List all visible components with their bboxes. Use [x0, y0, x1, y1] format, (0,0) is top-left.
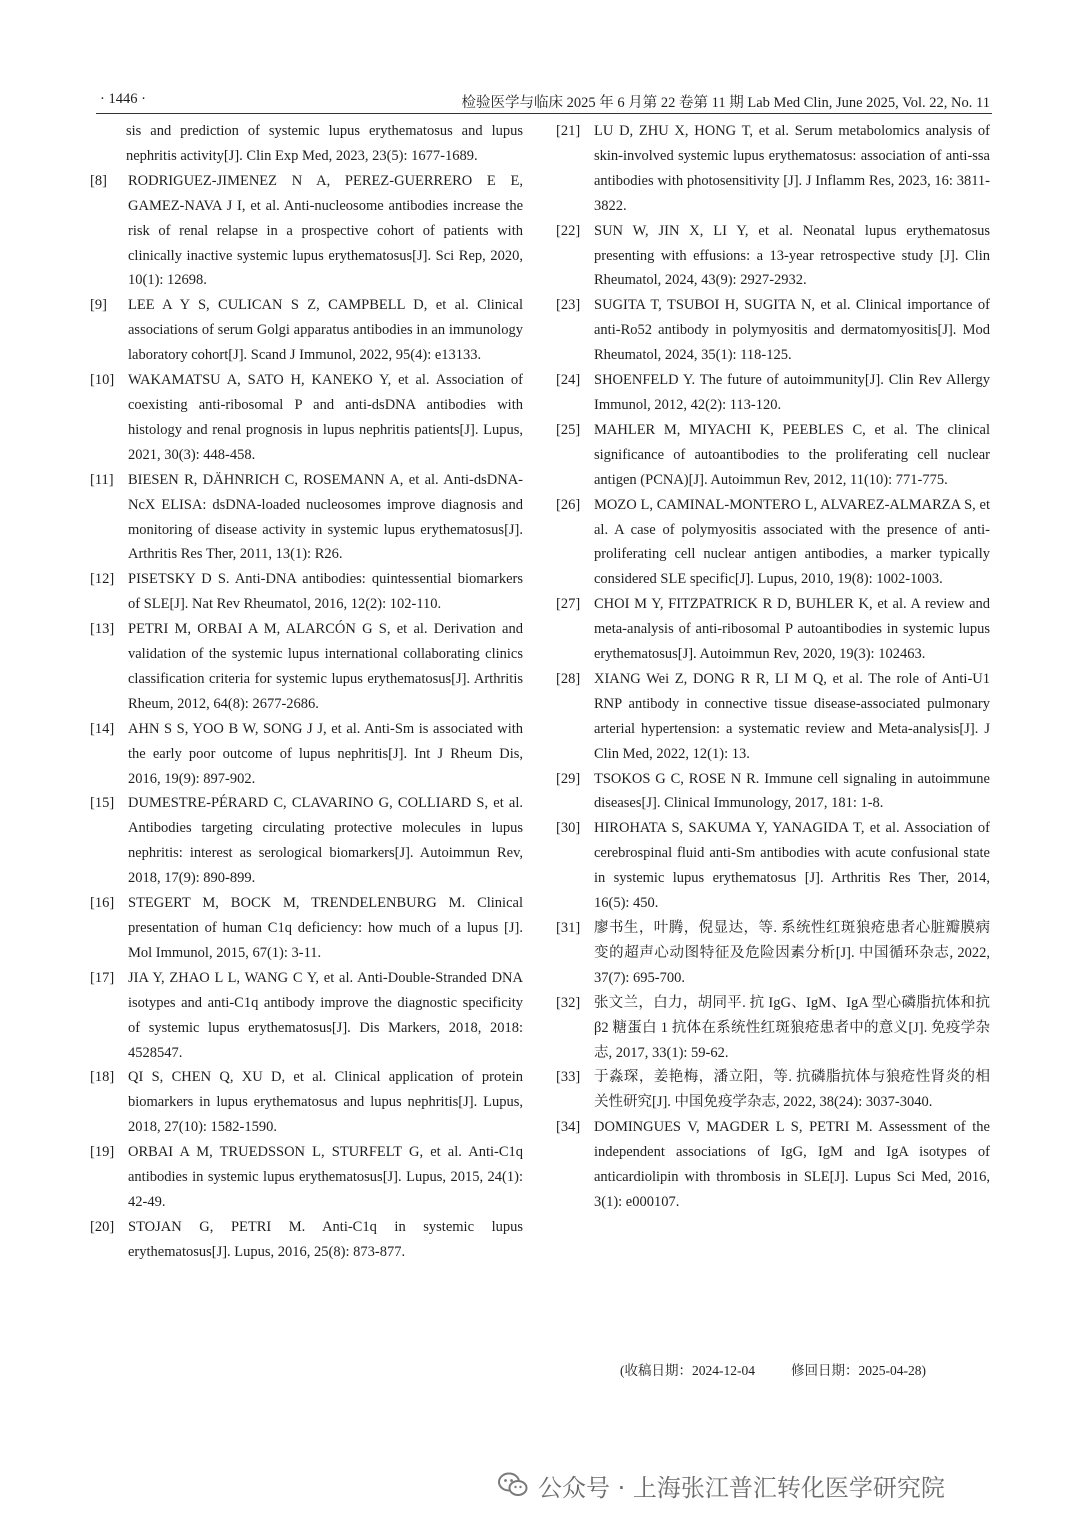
reference-number: [26]	[556, 496, 581, 513]
reference-number: [14]	[90, 720, 115, 737]
reference-number: [34]	[556, 1119, 581, 1136]
reference-number: [21]	[556, 123, 581, 139]
reference-number: [9]	[90, 297, 107, 314]
reference-text: SUN W, JIN X, LI Y, et al. Neonatal lupus erythematosus presenting with effusions: a 13-year retrospective study [J]. Clin Rheumatol, 2024, 43(9): 2927-2932.	[594, 222, 990, 289]
reference-column-left	[90, 119, 523, 1265]
reference-entry	[90, 468, 523, 568]
reference-entry	[90, 617, 523, 717]
reference-text: XIANG Wei Z, DONG R R, LI M Q, et al. The role of Anti-U1 RNP antibody in connective tissue disease-associated pulmonary arterial hypertension: a systematic review and Meta-analysis[J]. J Clin Med, 2022, 12(1): 13.	[594, 670, 990, 762]
reference-number: [11]	[90, 471, 114, 488]
watermark	[498, 1467, 945, 1503]
reference-column-right	[556, 119, 990, 1215]
reference-text: TSOKOS G C, ROSE N R. Immune cell signaling in autoimmune diseases[J]. Clinical Immunology, 2017, 181: 1-8.	[594, 770, 990, 812]
reference-entry	[90, 119, 523, 169]
reference-number: [13]	[90, 621, 115, 638]
reference-entry	[90, 891, 523, 966]
reference-number: [30]	[556, 820, 581, 837]
reference-entry	[556, 493, 990, 593]
reference-entry	[556, 1065, 990, 1115]
reference-number: [16]	[90, 895, 115, 912]
reference-text: STEGERT M, BOCK M, TRENDELENBURG M. Clinical presentation of human C1q deficiency: how much of a lupus [J]. Mol Immunol, 2015, 67(1): 3-11.	[128, 895, 523, 961]
journal-citation-line: 检验医学与临床 2025 年 6 月第 22 卷第 11 期 Lab Med Clin, June 2025, Vol. 22, No. 11	[461, 95, 990, 111]
reference-entry	[556, 816, 990, 916]
reference-entry	[90, 717, 523, 792]
reference-entry	[556, 1115, 990, 1215]
reference-number: [10]	[90, 372, 115, 389]
reference-entry	[556, 119, 990, 219]
reference-entry	[90, 1140, 523, 1215]
reference-number: [25]	[556, 421, 581, 438]
reference-number: [12]	[90, 571, 115, 588]
reference-text: WAKAMATSU A, SATO H, KANEKO Y, et al. Association of coexisting anti-ribosomal P and anti-dsDNA antibodies with histology and renal prognosis in lupus nephritis patients[J]. Lupus, 2021, 30(3): 448-458.	[128, 372, 523, 463]
reference-text: ORBAI A M, TRUEDSSON L, STURFELT G, et al. Anti-C1q antibodies in systemic lupus erythematosus[J]. Lupus, 2015, 24(1): 42-49.	[128, 1144, 523, 1210]
reference-number: [31]	[556, 920, 581, 936]
reference-entry	[90, 1065, 523, 1140]
reference-number: [18]	[90, 1069, 115, 1086]
reference-text: 于淼琛，姜艳梅，潘立阳，等. 抗磷脂抗体与狼疮性肾炎的相关性研究[J]. 中国免疫学杂志, 2022, 38(24): 3037-3040.	[594, 1069, 990, 1111]
reference-text: JIA Y, ZHAO L L, WANG C Y, et al. Anti-Double-Stranded DNA isotypes and anti-C1q antibody improve the diagnostic specificity of systemic lupus erythematosus[J]. Dis Markers, 2018, 2018: 4528547.	[128, 969, 523, 1061]
reference-text: PISETSKY D S. Anti-DNA antibodies: quintessential biomarkers of SLE[J]. Nat Rev Rheumatol, 2016, 12(2): 102-110.	[128, 571, 523, 613]
reference-text: BIESEN R, DÄHNRICH C, ROSEMANN A, et al. Anti-dsDNA-NcX ELISA: dsDNA-loaded nucleosomes improve diagnosis and monitoring of disease activity in systemic lupus erythematosus[J]. Arthritis Res Ther, 2011, 13(1): R26.	[128, 471, 523, 563]
reference-entry	[90, 368, 523, 468]
reference-number: [24]	[556, 372, 581, 389]
reference-text: 张文兰，白力，胡同平. 抗 IgG、IgM、IgA 型心磷脂抗体和抗 β2 糖蛋白 1 抗体在系统性红斑狼疮患者中的意义[J]. 免疫学杂志, 2017, 33(1): 59-62.	[594, 994, 990, 1061]
reference-number: [32]	[556, 994, 581, 1011]
reference-number: [33]	[556, 1069, 581, 1086]
reference-text: SHOENFELD Y. The future of autoimmunity[J]. Clin Rev Allergy Immunol, 2012, 42(2): 113-120.	[594, 372, 990, 413]
reference-number: [15]	[90, 795, 115, 812]
reference-text: 廖书生，叶腾，倪显达，等. 系统性红斑狼疮患者心脏瓣膜病变的超声心动图特征及危险因素分析[J]. 中国循环杂志, 2022, 37(7): 695-700.	[594, 920, 990, 986]
reference-entry	[556, 991, 990, 1066]
watermark-text: 公众号 · 上海张江普汇转化医学研究院	[538, 1473, 945, 1502]
reference-entry	[556, 916, 990, 991]
submission-dates	[556, 1359, 990, 1379]
reference-number: [28]	[556, 670, 581, 687]
reference-entry	[556, 592, 990, 667]
reference-number: [17]	[90, 969, 115, 986]
reference-entry	[90, 169, 523, 294]
reference-text: MAHLER M, MIYACHI K, PEEBLES C, et al. The clinical significance of autoantibodies to the proliferating cell nuclear antigen (PCNA)[J]. Autoimmun Rev, 2012, 11(10): 771-775.	[594, 421, 990, 488]
reference-number: [29]	[556, 770, 581, 787]
wechat-icon	[498, 1472, 528, 1498]
reference-entry	[90, 567, 523, 617]
reference-number: [8]	[90, 172, 107, 189]
revised-date: 修回日期：2025-04-28)	[791, 1363, 926, 1378]
reference-entry	[90, 1215, 523, 1265]
reference-entry	[556, 667, 990, 767]
reference-text: LEE A Y S, CULICAN S Z, CAMPBELL D, et al. Clinical associations of serum Golgi apparatus antibodies in an immunology laboratory cohort[J]. Scand J Immunol, 2022, 95(4): e13133.	[128, 297, 523, 364]
reference-number: [19]	[90, 1144, 115, 1161]
reference-entry	[90, 966, 523, 1066]
reference-text: DUMESTRE-PÉRARD C, CLAVARINO G, COLLIARD S, et al. Antibodies targeting circulating protective molecules in lupus nephritis: interest as serological biomarkers[J]. Autoimmun Rev, 2018, 17(9): 890-899.	[128, 795, 523, 887]
reference-number: [27]	[556, 596, 581, 613]
reference-text: AHN S S, YOO B W, SONG J J, et al. Anti-Sm is associated with the early poor outcome of lupus nephritis[J]. Int J Rheum Dis, 2016, 19(9): 897-902.	[128, 720, 523, 787]
reference-number: [20]	[90, 1218, 115, 1235]
reference-text: MOZO L, CAMINAL-MONTERO L, ALVAREZ-ALMARZA S, et al. A case of polymyositis associated with the presence of anti-proliferating cell nuclear antigen antibodies, a marker typically considered SLE specific[J]. Lupus, 2010, 19(8): 1002-1003.	[594, 496, 990, 588]
received-date: (收稿日期：2024-12-04	[620, 1363, 755, 1378]
reference-text: DOMINGUES V, MAGDER L S, PETRI M. Assessment of the independent associations of IgG, IgM and IgA isotypes of anticardiolipin with thrombosis in SLE[J]. Lupus Sci Med, 2016, 3(1): e000107.	[594, 1119, 990, 1210]
reference-text: HIROHATA S, SAKUMA Y, YANAGIDA T, et al. Association of cerebrospinal fluid anti-Sm antibodies with acute confusional state in systemic lupus erythematosus [J]. Arthritis Res Ther, 2014, 16(5): 450.	[594, 820, 990, 912]
reference-entry	[556, 293, 990, 368]
reference-entry	[556, 418, 990, 493]
reference-text: SUGITA T, TSUBOI H, SUGITA N, et al. Clinical importance of anti-Ro52 antibody in polymyositis and dermatomyositis[J]. Mod Rheumatol, 2024, 35(1): 118-125.	[594, 297, 990, 364]
reference-text: CHOI M Y, FITZPATRICK R D, BUHLER K, et al. A review and meta-analysis of anti-ribosomal P autoantibodies in systemic lupus erythematosus[J]. Autoimmun Rev, 2020, 19(3): 102463.	[594, 596, 990, 663]
reference-number: [23]	[556, 297, 581, 314]
reference-entry	[556, 368, 990, 418]
reference-text: RODRIGUEZ-JIMENEZ N A, PEREZ-GUERRERO E E, GAMEZ-NAVA J I, et al. Anti-nucleosome antibodies increase the risk of renal relapse in a prospective cohort of patients with clinically inactive systemic lupus erythematosus[J]. Sci Rep, 2020, 10(1): 12698.	[128, 172, 523, 289]
reference-entry	[556, 767, 990, 817]
reference-text: STOJAN G, PETRI M. Anti-C1q in systemic lupus erythematosus[J]. Lupus, 2016, 25(8): 873-877.	[128, 1218, 523, 1260]
reference-text: sis and prediction of systemic lupus erythematosus and lupus nephritis activity[J]. Clin Exp Med, 2023, 23(5): 1677-1689.	[126, 123, 523, 164]
running-header	[96, 88, 992, 114]
reference-entry	[90, 293, 523, 368]
reference-entry	[556, 219, 990, 294]
reference-text: PETRI M, ORBAI A M, ALARCÓN G S, et al. Derivation and validation of the systemic lupus international collaborating clinics classification criteria for systemic lupus erythematosus[J]. Arthritis Rheum, 2012, 64(8): 2677-2686.	[128, 621, 523, 712]
page-number: · 1446 ·	[100, 91, 146, 107]
reference-number: [22]	[556, 222, 581, 239]
reference-text: QI S, CHEN Q, XU D, et al. Clinical application of protein biomarkers in lupus erythematosus and lupus nephritis[J]. Lupus, 2018, 27(10): 1582-1590.	[128, 1069, 523, 1136]
reference-entry	[90, 791, 523, 891]
reference-text: LU D, ZHU X, HONG T, et al. Serum metabolomics analysis of skin-involved systemic lupus erythematosus: association of anti-ssa antibodies with photosensitivity [J]. J Inflamm Res, 2023, 16: 3811-3822.	[594, 123, 990, 214]
